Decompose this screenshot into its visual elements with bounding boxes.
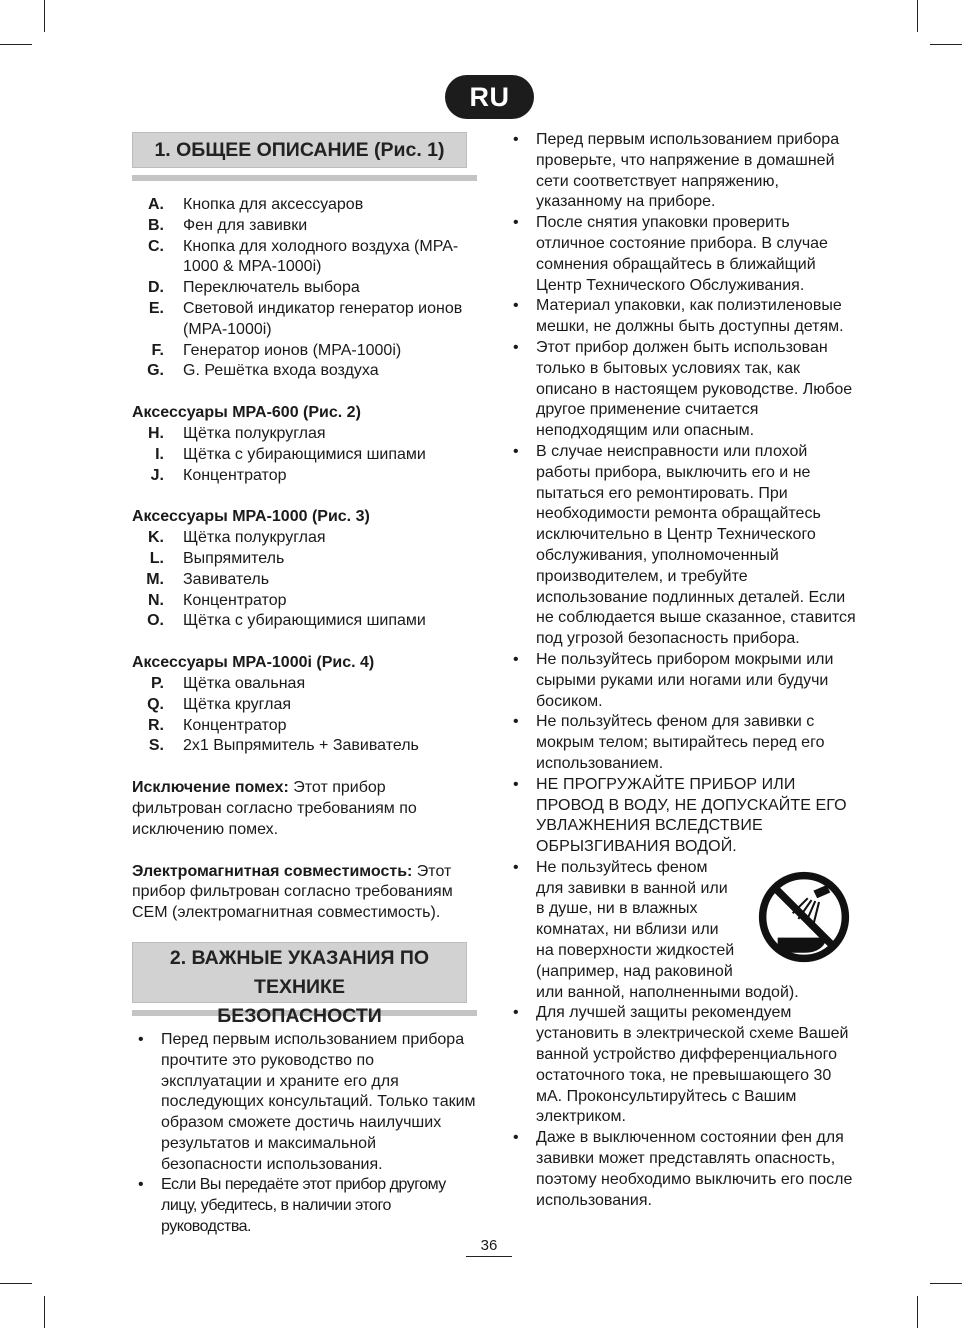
accessories-mpa1000i-list [132,674,477,757]
item-letter: S. [148,737,164,755]
item-text: Щётка с убирающимися шипами [183,445,426,463]
bullet-item [507,338,857,442]
emc-text: Этот прибор фильтрован согласно требованиям CEM (электромагнитная совместимость). [132,862,453,922]
bullet-item [507,1128,857,1211]
item-letter: H. [148,424,164,442]
bullet-text: После снятия упаковки проверить отличное состояние прибора. В случае сомнения обращайтесь в ближайщий Центр Технического Обслуживания. [536,214,828,294]
bullet-item [507,130,857,213]
bullet-icon: • [513,713,519,731]
bullet-icon: • [138,1030,144,1048]
list-item [132,445,477,466]
bullet-icon: • [513,858,519,876]
bullet-item [507,442,857,650]
bullet-item [507,650,857,712]
right-column [507,130,857,1211]
bullet-item [132,1030,477,1176]
item-letter: B. [148,216,164,234]
no-water-icon-wrapper [739,858,857,976]
left-column [132,132,477,1238]
left-safety-bullets [132,1030,477,1238]
page-number: 36 [466,1237,512,1257]
bullet-text: Этот прибор должен быть использован только в бытовых условиях так, как описано в настоящем руководстве. Любое другое применение считается неподходящим или опасным. [536,338,853,440]
section-divider [132,175,477,181]
list-item [132,299,477,341]
list-item [132,736,477,757]
crop-mark [44,1296,45,1328]
list-item [132,716,477,737]
item-text: Концентратор [183,591,287,609]
item-letter: P. [150,674,164,692]
parts-list [132,195,477,382]
list-item [132,278,477,299]
item-text: Щётка полукруглая [183,529,326,547]
bullet-icon: • [513,775,519,793]
list-item [132,341,477,362]
item-letter: D. [148,279,164,297]
emc-label: Электромагнитная совместимость: [132,862,413,880]
item-text: Переключатель выбора [183,279,360,297]
item-text: Световой индикатор генератор ионов (MPA-1000i) [183,299,463,338]
bullet-text: Не пользуйтесь феном для завивки в ванной или в душе, ни в влажных комнатах, ни вблизи или на поверхности жидкостей (например, над раковиной или ванной, наполненными водой). [536,858,857,1004]
bullet-item [507,296,857,338]
right-safety-bullets [507,130,857,1211]
item-text: Щётка полукруглая [183,424,326,442]
item-letter: N. [148,591,164,609]
bullet-text: Если Вы передаёте этот прибор другому лицу, убедитесь, в наличии этого руководства. [161,1176,446,1236]
bullet-item [507,712,857,774]
item-letter: Q. [147,695,164,713]
bullet-item [507,213,857,296]
bullet-icon: • [513,650,519,668]
list-item [132,528,477,549]
bullet-icon: • [513,1004,519,1022]
bullet-icon: • [513,338,519,356]
item-letter: C. [148,237,164,255]
emc-paragraph [132,862,457,924]
item-text: Кнопка для аксессуаров [183,196,364,213]
list-item [132,361,477,382]
list-item [132,216,477,237]
crop-mark [917,0,918,32]
list-item [132,237,477,279]
item-text: Завиватель [183,570,270,588]
item-letter: G. [147,362,164,380]
bullet-text: В случае неисправности или плохой работы прибора, выключить его и не пытаться его ремонтировать. При необходимости ремонта обращайтесь исключительно в Центр Технического обслуживания, уполномоченный производителем, и требуйте использование подлинных деталей. Если не соблюдается выше сказанное, ставится под угрозой безопасность прибора. [536,442,856,648]
bullet-icon: • [513,131,519,148]
interference-text: Этот прибор фильтрован согласно требованиям по исключению помех. [132,779,417,838]
bullet-text: Даже в выключенном состоянии фен для завивки может представлять опасность, поэтому необходимо выключить его после использования. [536,1129,853,1209]
accessories-mpa600-heading: Аксессуары MPA-600 (Рис. 2) [132,404,361,422]
item-text: 2x1 Выпрямитель + Завиватель [183,737,419,755]
bullet-icon: • [513,297,519,315]
accessories-mpa1000-list [132,528,477,632]
bullet-text: Перед первым использованием прибора прочтите это руководство по эксплуатации и храните его для последующих консультаций. Только таким образом сможете достичь наилучших результатов и максимальной безопасности использования. [161,1030,476,1173]
item-text: Концентратор [183,466,287,484]
item-letter: M. [146,570,164,588]
list-item [132,195,477,216]
section-1-heading: 1. ОБЩЕЕ ОПИСАНИЕ (Рис. 1) [132,132,467,168]
list-item [132,611,477,632]
bullet-item [507,775,857,858]
item-text: Выпрямитель [183,549,285,567]
list-item [132,466,477,487]
item-text: Щётка с убирающимися шипами [183,612,426,630]
interference-paragraph [132,778,432,840]
no-water-icon [757,870,851,964]
list-item [132,695,477,716]
accessories-mpa1000i-heading: Аксессуары MPA-1000i (Рис. 4) [132,654,375,672]
crop-mark [44,0,45,32]
bullet-item [507,858,857,1004]
accessories-mpa1000-heading: Аксессуары MPA-1000 (Рис. 3) [132,508,370,526]
list-item [132,424,477,445]
bullet-icon: • [513,442,519,460]
item-letter: J. [150,466,164,484]
section-2-heading [132,942,467,1027]
bullet-text: Не пользуйтесь прибором мокрыми или сырыми руками или ногами или будучи босиком. [536,650,834,710]
item-text: Концентратор [183,716,287,734]
item-letter: F. [151,341,164,359]
item-letter: A. [148,196,164,213]
bullet-item [132,1175,477,1237]
section-2-heading-line1: 2. ВАЖНЫЕ УКАЗАНИЯ ПО ТЕХНИКЕ [169,946,430,998]
item-text: Кнопка для холодного воздуха (MPA-1000 & MPA-1000i) [183,237,459,276]
item-letter: O. [147,612,164,630]
bullet-text: Для лучшей защиты рекомендуем установить в электрической схеме Вашей ванной устройство дифференциального остаточного тока, не превышающего 30 мА. Проконсультируйтесь с Вашим электриком. [536,1004,849,1126]
language-badge: RU [445,75,534,119]
section-2-heading-line2: БЕЗОПАСНОСТИ [217,1004,382,1027]
item-letter: I. [155,445,164,463]
item-text: G. Решётка входа воздуха [183,362,379,380]
bullet-text: Не пользуйтесь феном для завивки с мокрым телом; вытирайтесь перед его использованием. [536,713,825,772]
item-text: Щётка овальная [183,674,306,692]
crop-mark [917,1296,918,1328]
item-letter: E. [148,299,164,317]
bullet-text: Перед первым использованием прибора проверьте, что напряжение в домашней сети соответствует напряжению, указанному на приборе. [536,131,840,211]
interference-label: Исключение помех: [132,779,289,797]
item-text: Фен для завивки [183,216,308,234]
list-item [132,570,477,591]
list-item [132,549,477,570]
bullet-icon: • [513,1129,519,1147]
crop-mark [930,1283,962,1284]
list-item [132,674,477,695]
accessories-mpa600-list [132,424,477,486]
crop-mark [0,44,32,45]
item-letter: L. [149,549,164,567]
item-letter: K. [148,529,164,547]
crop-mark [0,1283,32,1284]
item-letter: R. [148,716,164,734]
bullet-item [507,1003,857,1128]
list-item [132,591,477,612]
bullet-icon: • [513,214,519,232]
bullet-text: Материал упаковки, как полиэтиленовые мешки, не должны быть доступны детям. [536,297,844,336]
bullet-text: НЕ ПРОГРУЖАЙТЕ ПРИБОР ИЛИ ПРОВОД В ВОДУ, НЕ ДОПУСКАЙТЕ ЕГО УВЛАЖНЕНИЯ ВСЛЕДСТВИЕ ОБРЫЗГИВАНИЯ ВОДОЙ. [536,775,847,856]
item-text: Генератор ионов (MPA-1000i) [183,341,402,359]
bullet-icon: • [138,1176,144,1194]
crop-mark [930,44,962,45]
item-text: Щётка круглая [183,695,292,713]
